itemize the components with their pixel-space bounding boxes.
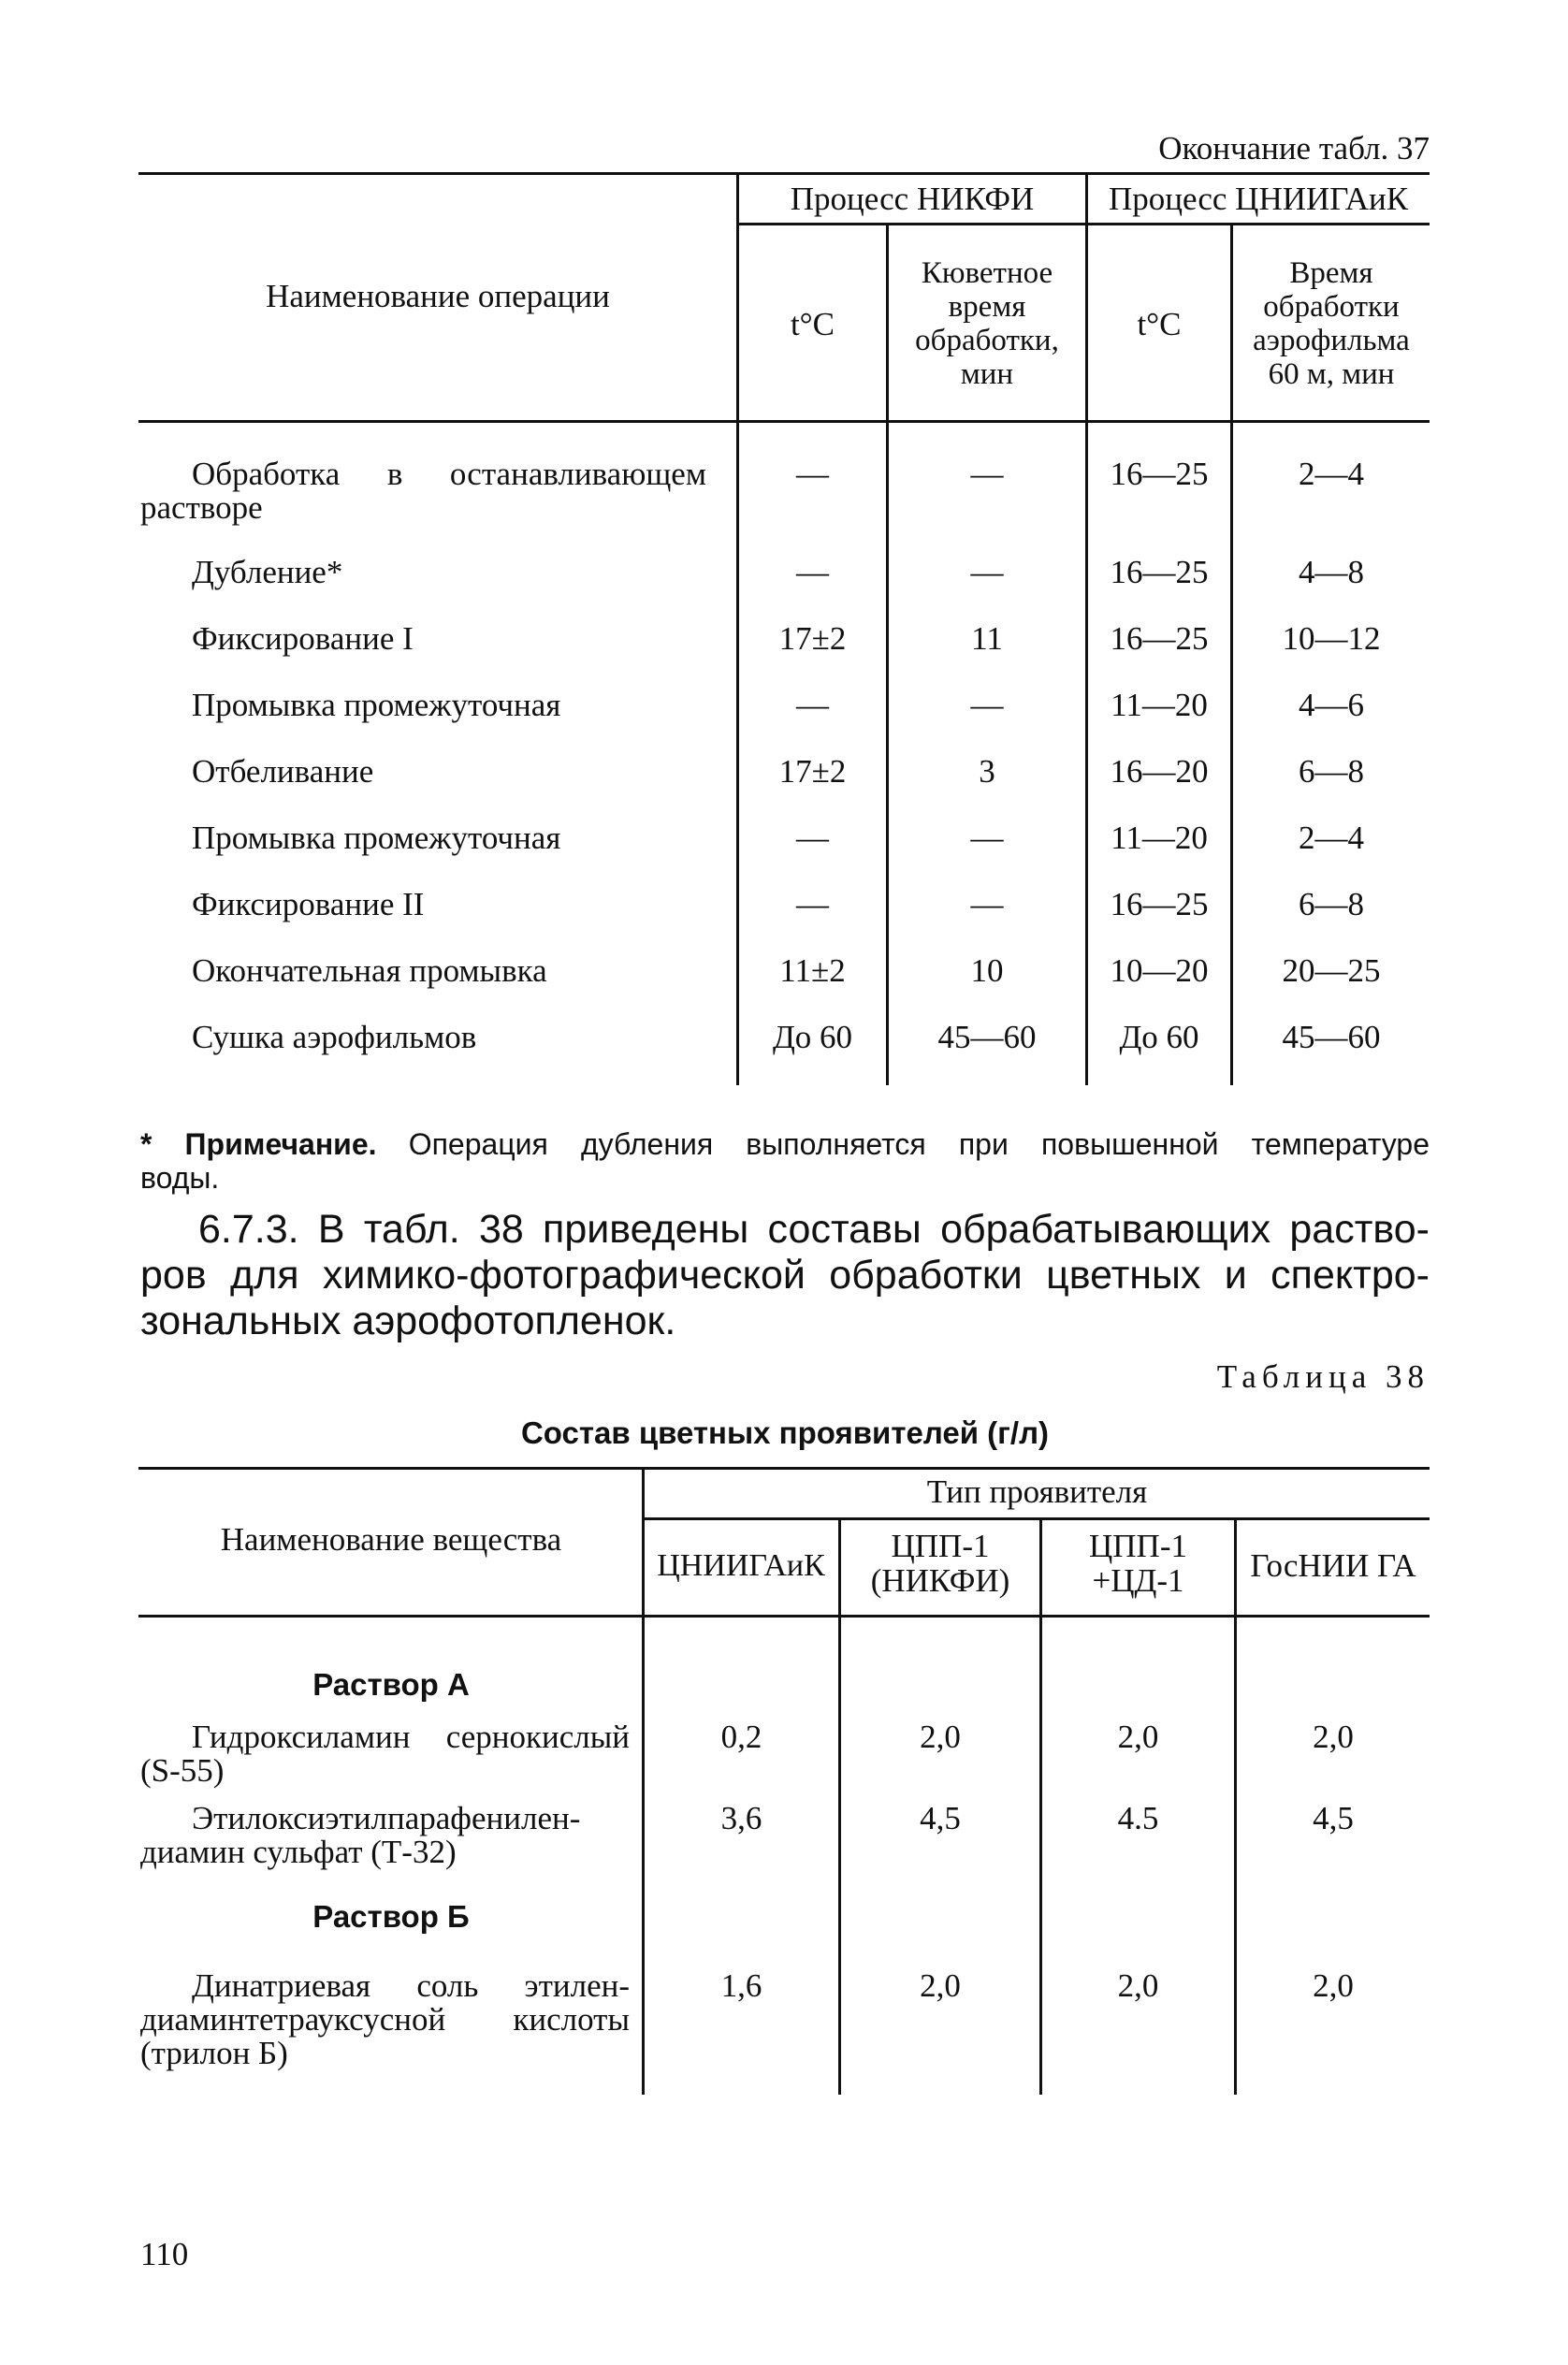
row-time1: — [970,456,1004,492]
paragraph-line: ров для химико-фотографической обработки цветных и спектро- [140,1253,1430,1298]
table37-subheader-kyuvet: Кюветное время обработки, мин [915,256,1059,391]
table37-subheader-t1: t°C [790,306,835,342]
table38-title: Состав цветных проявителей (г/л) [520,1415,1050,1450]
table37-subheader-t2: t°C [1137,306,1182,342]
table37-group-rule [737,223,1430,225]
row-t1: — [796,886,829,922]
table38-section-title: Раствор Б [312,1899,470,1934]
row-value: 4,5 [1313,1800,1354,1836]
row-t2: 16—25 [1110,456,1209,492]
row-operation: Окончательная промывка [192,952,547,989]
row-time1: 3 [979,753,995,790]
row-t2: 10—20 [1110,952,1209,989]
row-time2: 6—8 [1299,753,1364,790]
row-substance: Гидроксиламин сернокислый [192,1719,630,1755]
table38-header-devtype: Тип проявителя [926,1473,1148,1510]
row-operation: Дубление* [192,554,343,590]
row-time1: 45—60 [937,1019,1037,1055]
row-t1: До 60 [772,1019,853,1055]
row-value: 2,0 [1313,1719,1354,1755]
table38-label: Таблица 38 [1216,1358,1430,1395]
footnote-label: * Примечание. [140,1127,377,1161]
table38-top-rule [138,1467,1430,1470]
row-t2: 16—25 [1110,620,1209,657]
paragraph-line: 6.7.3. В табл. 38 приведены составы обрабатывающих раство- [198,1207,1430,1252]
row-substance-cont: (трилон Б) [140,2035,288,2071]
row-t1: 17±2 [778,620,847,657]
footnote-text-cont: воды. [140,1161,220,1195]
body-paragraph [140,1207,1430,1344]
row-substance-cont: диамин сульфат (Т-32) [140,1834,457,1870]
row-operation: Фиксирование I [192,620,414,657]
table37-header-rule [138,420,1430,423]
row-value: 0,2 [720,1719,762,1755]
table38-header-substance: Наименование вещества [220,1521,562,1558]
row-value: 2,0 [1117,1967,1159,2004]
row-t1: — [796,687,829,723]
row-value: 2,0 [1313,1967,1354,2004]
table37-subheader-vremya: Время обработки аэрофильма 60 м, мин [1253,256,1410,391]
row-operation: Обработка в останавливающем [192,456,706,492]
row-value: 4,5 [920,1800,961,1836]
row-operation: Промывка промежуточная [192,687,561,723]
row-substance-cont: (S-55) [140,1752,225,1789]
row-value: 2,0 [920,1719,961,1755]
table37-footnote [140,1127,1430,1195]
row-t2: 11—20 [1111,687,1208,723]
row-operation: Отбеливание [192,753,374,790]
row-operation: Фиксирование II [192,886,425,922]
row-t2: 16—25 [1110,554,1209,590]
table38-col-cpp1-cd1: ЦПП-1 +ЦД-1 [1089,1528,1187,1599]
table37-header-cniigaik: Процесс ЦНИИГАиК [1108,181,1409,217]
row-time2: 10—12 [1282,620,1381,657]
row-value: 3,6 [720,1800,762,1836]
row-value: 4.5 [1117,1800,1159,1836]
row-t1: — [796,554,829,590]
page-number: 110 [140,2236,189,2272]
paragraph-line: зональных аэрофотопленок. [140,1299,676,1343]
table38-group-rule [643,1517,1430,1520]
table37-caption: Окончание табл. 37 [1158,130,1430,167]
row-t1: 11±2 [779,952,846,989]
row-operation: Промывка промежуточная [192,820,561,856]
row-time1: 11 [971,620,1003,657]
row-operation-cont: растворе [140,489,263,526]
row-operation: Сушка аэрофильмов [192,1019,477,1055]
row-time2: 2—4 [1299,456,1364,492]
row-time2: 45—60 [1282,1019,1381,1055]
table37-header-operation: Наименование операции [266,278,610,314]
row-t1: — [796,456,829,492]
table38-col-cniigaik: ЦНИИГАиК [657,1548,825,1583]
row-value: 2,0 [1117,1719,1159,1755]
table38-col-cpp1-nikfi: ЦПП-1 (НИКФИ) [870,1528,1010,1599]
row-substance: Динатриевая соль этилен- [192,1967,630,2004]
row-time1: — [970,886,1004,922]
row-substance-cont: диаминтетрауксусной кислоты [140,2001,630,2038]
row-t2: 16—20 [1110,753,1209,790]
row-time1: — [970,687,1004,723]
row-value: 2,0 [920,1967,961,2004]
row-t2: 11—20 [1111,820,1208,856]
row-time2: 2—4 [1299,820,1364,856]
row-t1: — [796,820,829,856]
table37-top-rule [138,172,1430,175]
table38-section-title: Раствор А [312,1667,470,1702]
row-t1: 17±2 [778,753,847,790]
row-time1: — [970,820,1004,856]
row-t2: До 60 [1119,1019,1199,1055]
row-time2: 6—8 [1299,886,1364,922]
row-time2: 4—6 [1299,687,1364,723]
row-time2: 4—8 [1299,554,1364,590]
row-time1: — [970,554,1004,590]
row-time2: 20—25 [1282,952,1381,989]
row-t2: 16—25 [1110,886,1209,922]
row-substance: Этилоксиэтилпарафенилен- [192,1800,581,1836]
footnote-text: Операция дубления выполняется при повышенной температуре [408,1127,1430,1161]
row-value: 1,6 [720,1967,762,2004]
row-time1: 10 [970,952,1004,989]
table38-col-gosnii: ГосНИИ ГА [1250,1547,1416,1584]
table37-header-nikfi: Процесс НИКФИ [790,181,1035,217]
